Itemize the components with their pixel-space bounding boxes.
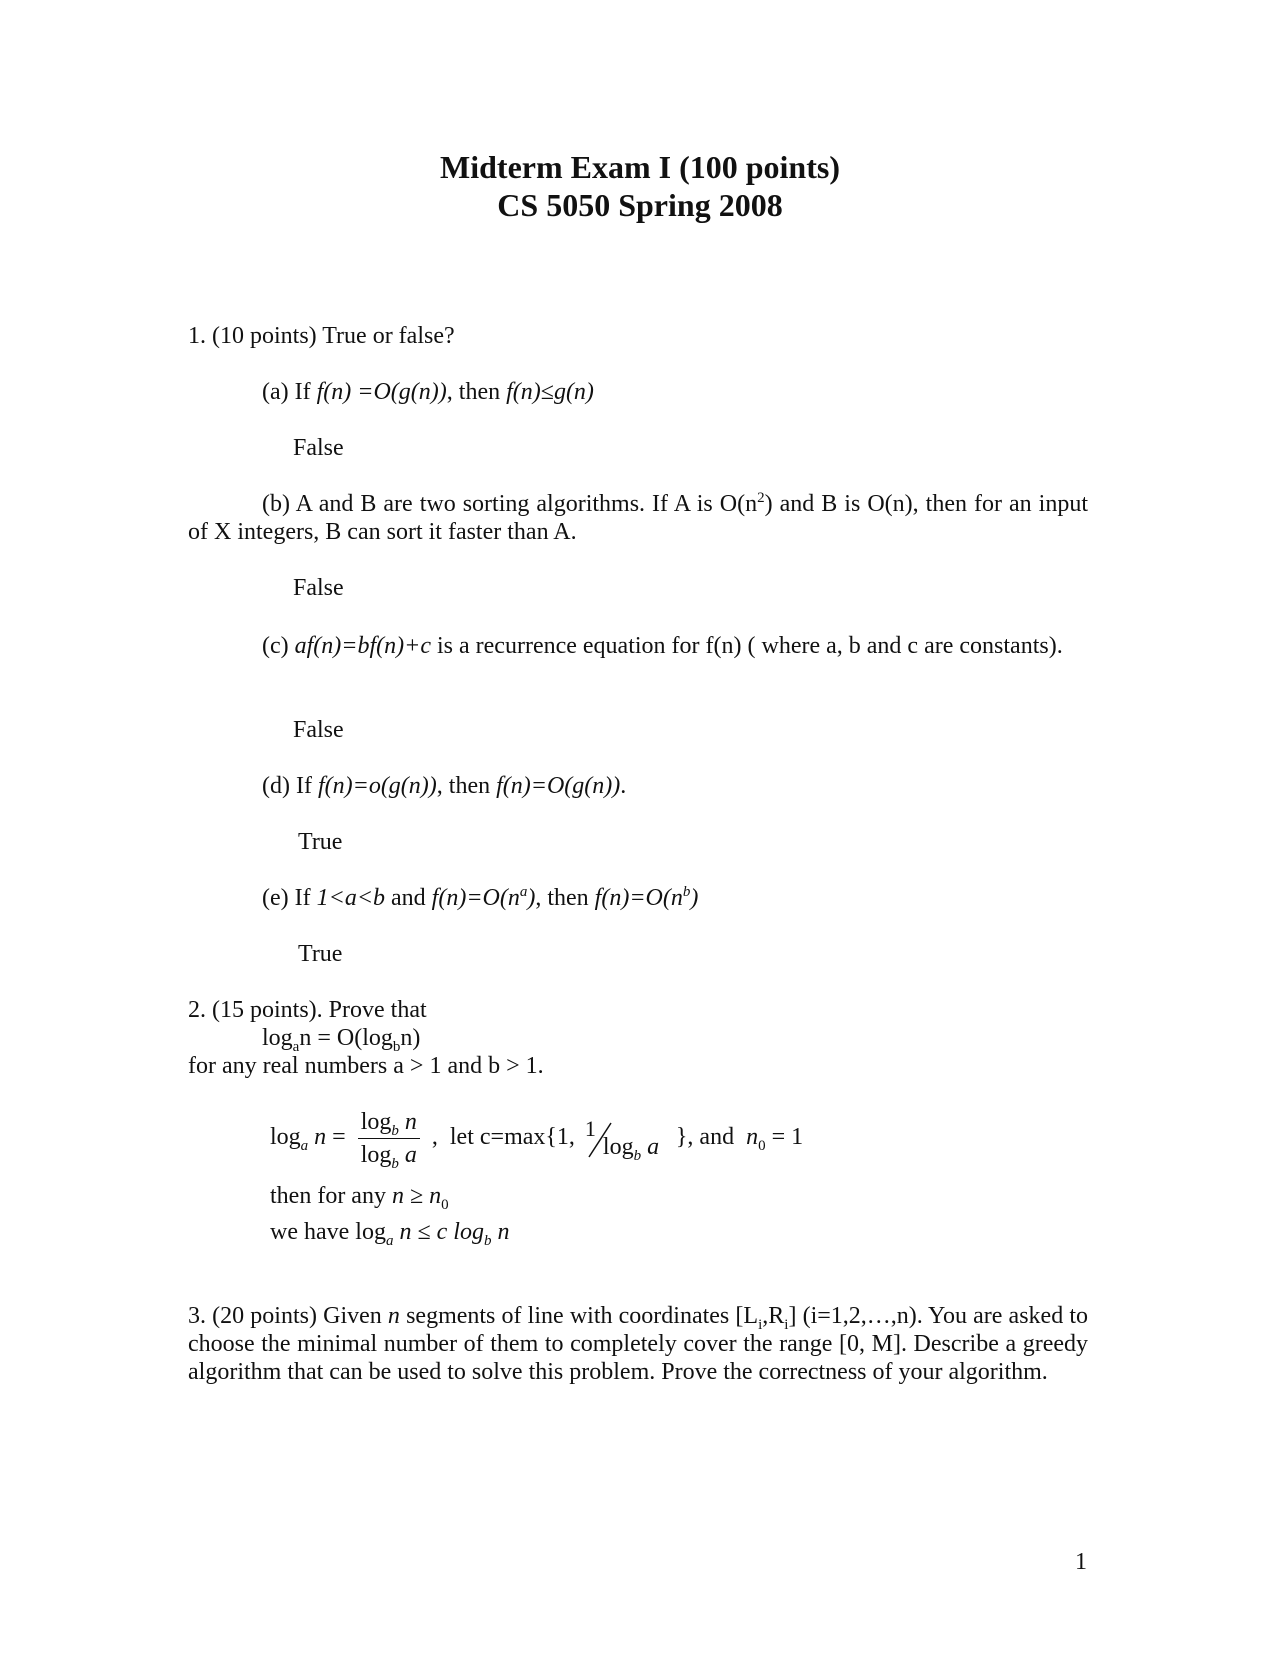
q1d-answer: True [298, 829, 343, 855]
q2-heading: 2. (15 points). Prove that [188, 997, 427, 1023]
log-ratio-fraction: $\frac{\log_b n}{\log_b a}$ [358, 1108, 420, 1169]
q1e-statement: (e) If 1<a<b and $f(n)=O(n^a)$, then $f(n)=O(n^b)$ [262, 884, 699, 911]
q1d-statement: (d) If f(n)=o(g(n)), then f(n)=O(g(n)). [262, 773, 627, 799]
q1b-answer: False [293, 575, 344, 601]
q1a-answer: False [293, 435, 344, 461]
q1c-answer: False [293, 717, 344, 743]
q2-condition: for any real numbers a > 1 and b > 1. [188, 1053, 544, 1079]
q3-statement: 3. (20 points) Given n segments of line with coordinates $[L_i,R_i]$ (i=1,2,…,n). You are asked to choose the minimal number of them to completely cover the range [0, M]. Describe a greedy algorithm that can be used to solve this problem. Prove the correctness of your algorithm. [188, 1303, 1089, 1385]
q2-solution-line2: then for any $n \ge n_0$ [270, 1183, 449, 1213]
q2-statement: $\log_an = O(\log_bn)$ [262, 1025, 421, 1055]
q2-solution-line3: we have $\log_a n \le c$ $\log_b n$ [270, 1219, 510, 1249]
q1-heading: 1. (10 points) True or false? [188, 323, 455, 349]
course-title: CS 5050 Spring 2008 [497, 187, 783, 223]
q1e-answer: True [298, 941, 343, 967]
q1c-statement: (c) af(n)=bf(n)+c is a recurrence equation for f(n) ( where a, b and c are constants). [262, 633, 1063, 659]
q2-solution-line1: $\log_a n$ = $\frac{\log_b n}{\log_b a}$ , let c=max{1, 1 $\log_b a$ }, and $n_0 = 1$ [270, 1109, 804, 1172]
page-number: 1 [1075, 1549, 1087, 1575]
q1b-statement: (b) A and B are two sorting algorithms. If A is $O(n^2)$ and B is O(n), then for an input of X integers, B can sort it faster than A. [188, 490, 1088, 545]
exam-title: Midterm Exam I (100 points) [440, 149, 840, 185]
q1a-statement: (a) If f(n) =O(g(n)), then f(n)≤g(n) [262, 379, 594, 405]
reciprocal-log-fraction: 1 $\log_b a$ [581, 1119, 676, 1159]
